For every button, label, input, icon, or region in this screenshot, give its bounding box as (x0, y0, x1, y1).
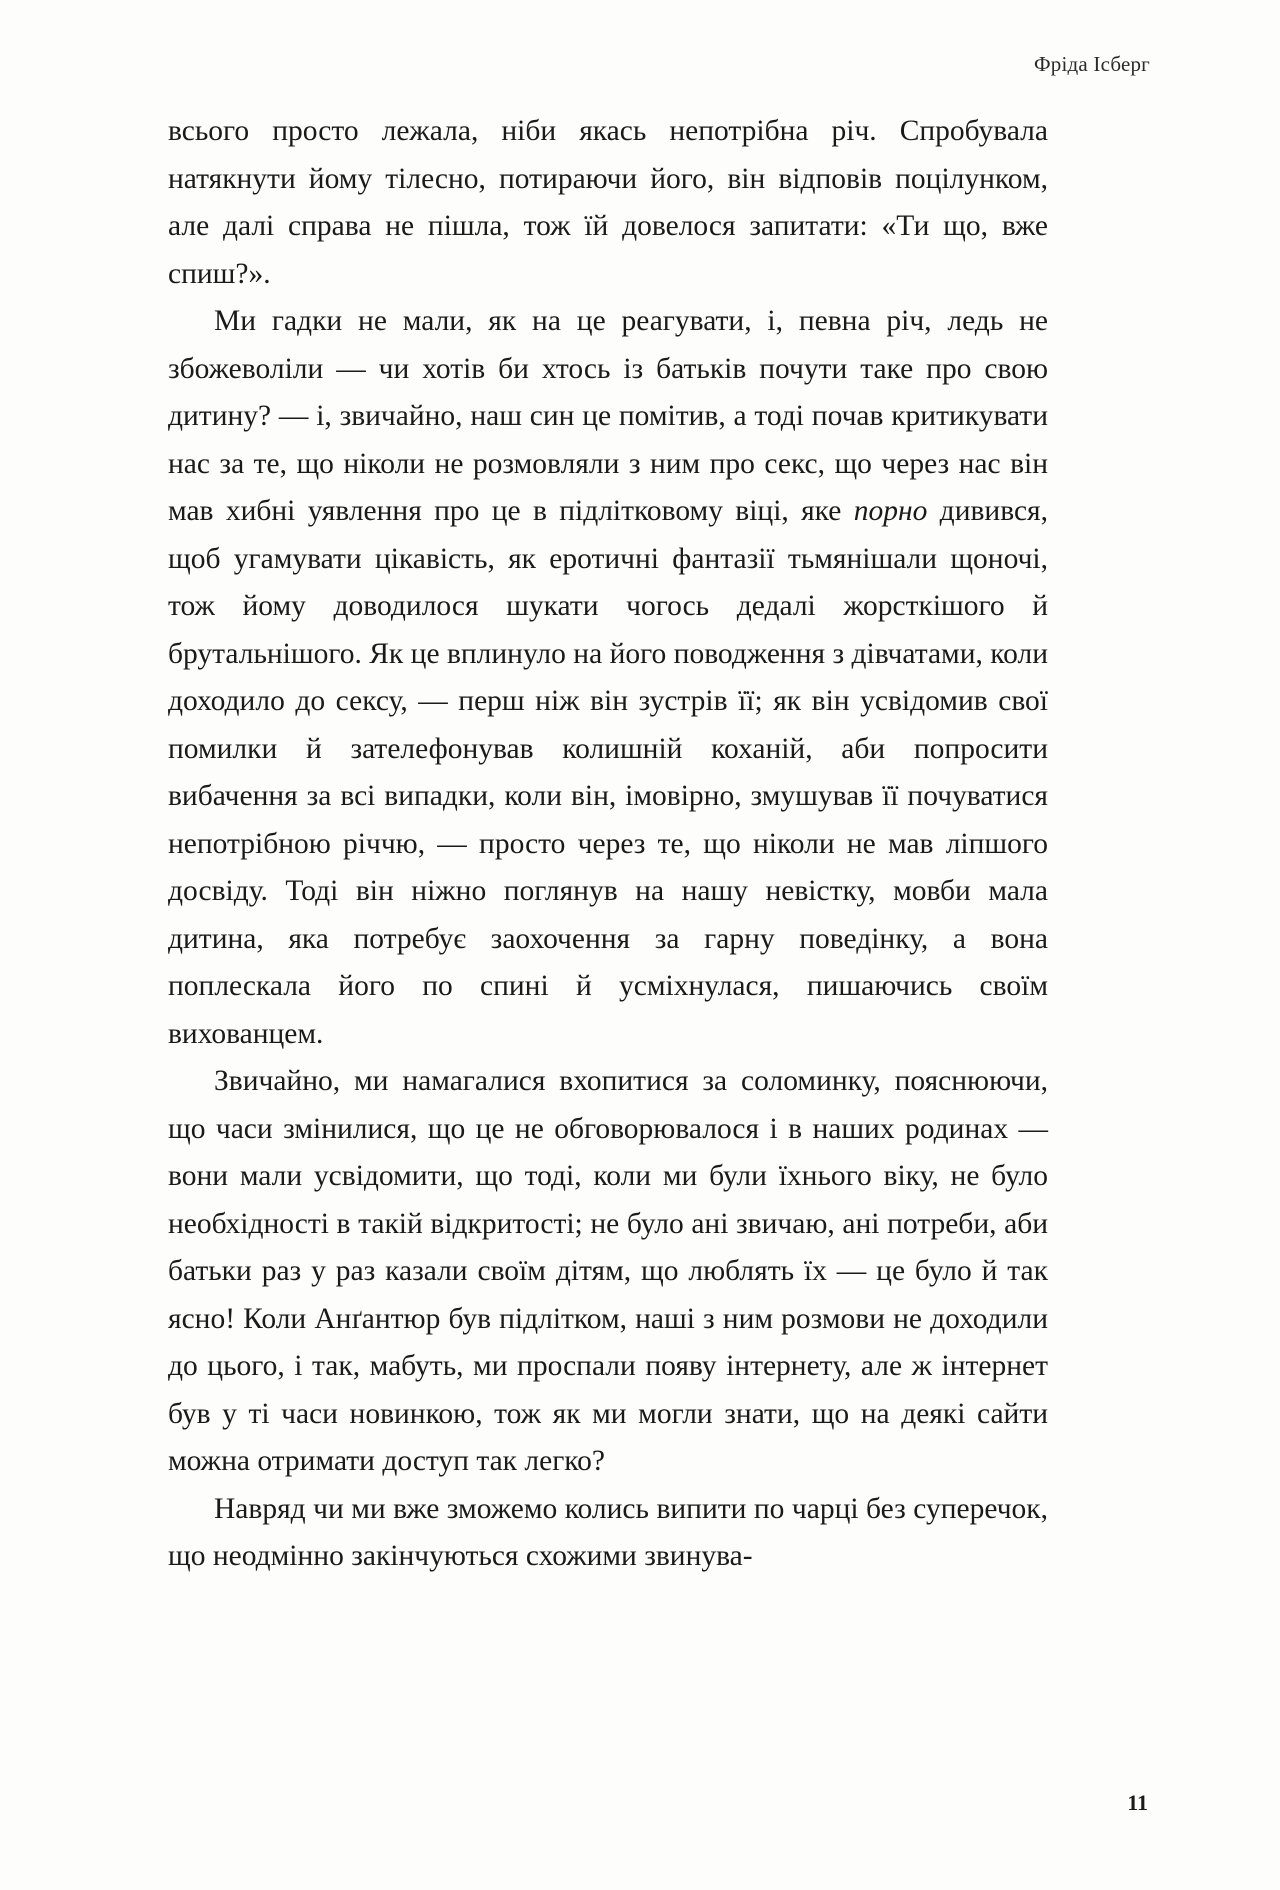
emphasis-text: порно (853, 495, 928, 527)
paragraph: всього просто лежала, ніби якась непотрібна річ. Спробувала натякнути йому тілесно, потираючи його, він відповів поцілунком, але далі справа не пішла, тож їй довелося запитати: «Ти що, вже спиш?». (168, 115, 1048, 290)
paragraph: Ми гадки не мали, як на це реагувати, і, певна річ, ледь не збожеволіли — чи хотів би хтось із батьків почути таке про свою дитину? — і, звичайно, наш син це помітив, а тоді почав критикувати нас за те, що ніколи не розмовляли з ним про секс, що через нас він мав хибні уявлення про це в підлітковому віці, яке порно дивився, щоб угамувати цікавість, як еротичні фантазії тьмянішали щоночі, тож йому доводилося шукати чогось дедалі жорсткішого й брутальнішого. Як це вплинуло на його поводження з дівчатами, коли доходило до сексу, — перш ніж він зустрів її; як він усвідомив свої помилки й зателефонував колишній коханій, аби попросити вибачення за всі випадки, коли він, імовірно, змушував її почуватися непотрібною річчю, — просто через те, що ніколи не мав ліпшого досвіду. Тоді він ніжно поглянув на нашу невістку, мовби мала дитина, яка потребує заохочення за гарну поведінку, а вона поплескала його по спині й усміхнулася, пишаючись своїм вихованцем. (168, 305, 1048, 1050)
page-number: 11 (1127, 1790, 1148, 1815)
body-text (168, 108, 1048, 1581)
running-head-author: Фріда Ісберг (1034, 52, 1150, 76)
paragraph: Навряд чи ми вже зможемо колись випити по чарці без суперечок, що неодмінно закінчуються схожими звинува- (168, 1492, 1048, 1572)
paragraph: Звичайно, ми намагалися вхопитися за соломинку, пояснюючи, що часи змінилися, що це не обговорювалося і в наших родинах — вони мали усвідомити, що тоді, коли ми були їхнього віку, не було необхідності в такій відкритості; не було ані звичаю, ані потреби, аби батьки раз у раз казали своїм дітям, що люблять їх — це було й так ясно! Коли Анґантюр був підлітком, наші з ним розмови не доходили до цього, і так, мабуть, ми проспали появу інтернету, але ж інтернет був у ті часи новинкою, тож як ми могли знати, що на деякі сайти можна отримати доступ так легко? (168, 1065, 1048, 1477)
